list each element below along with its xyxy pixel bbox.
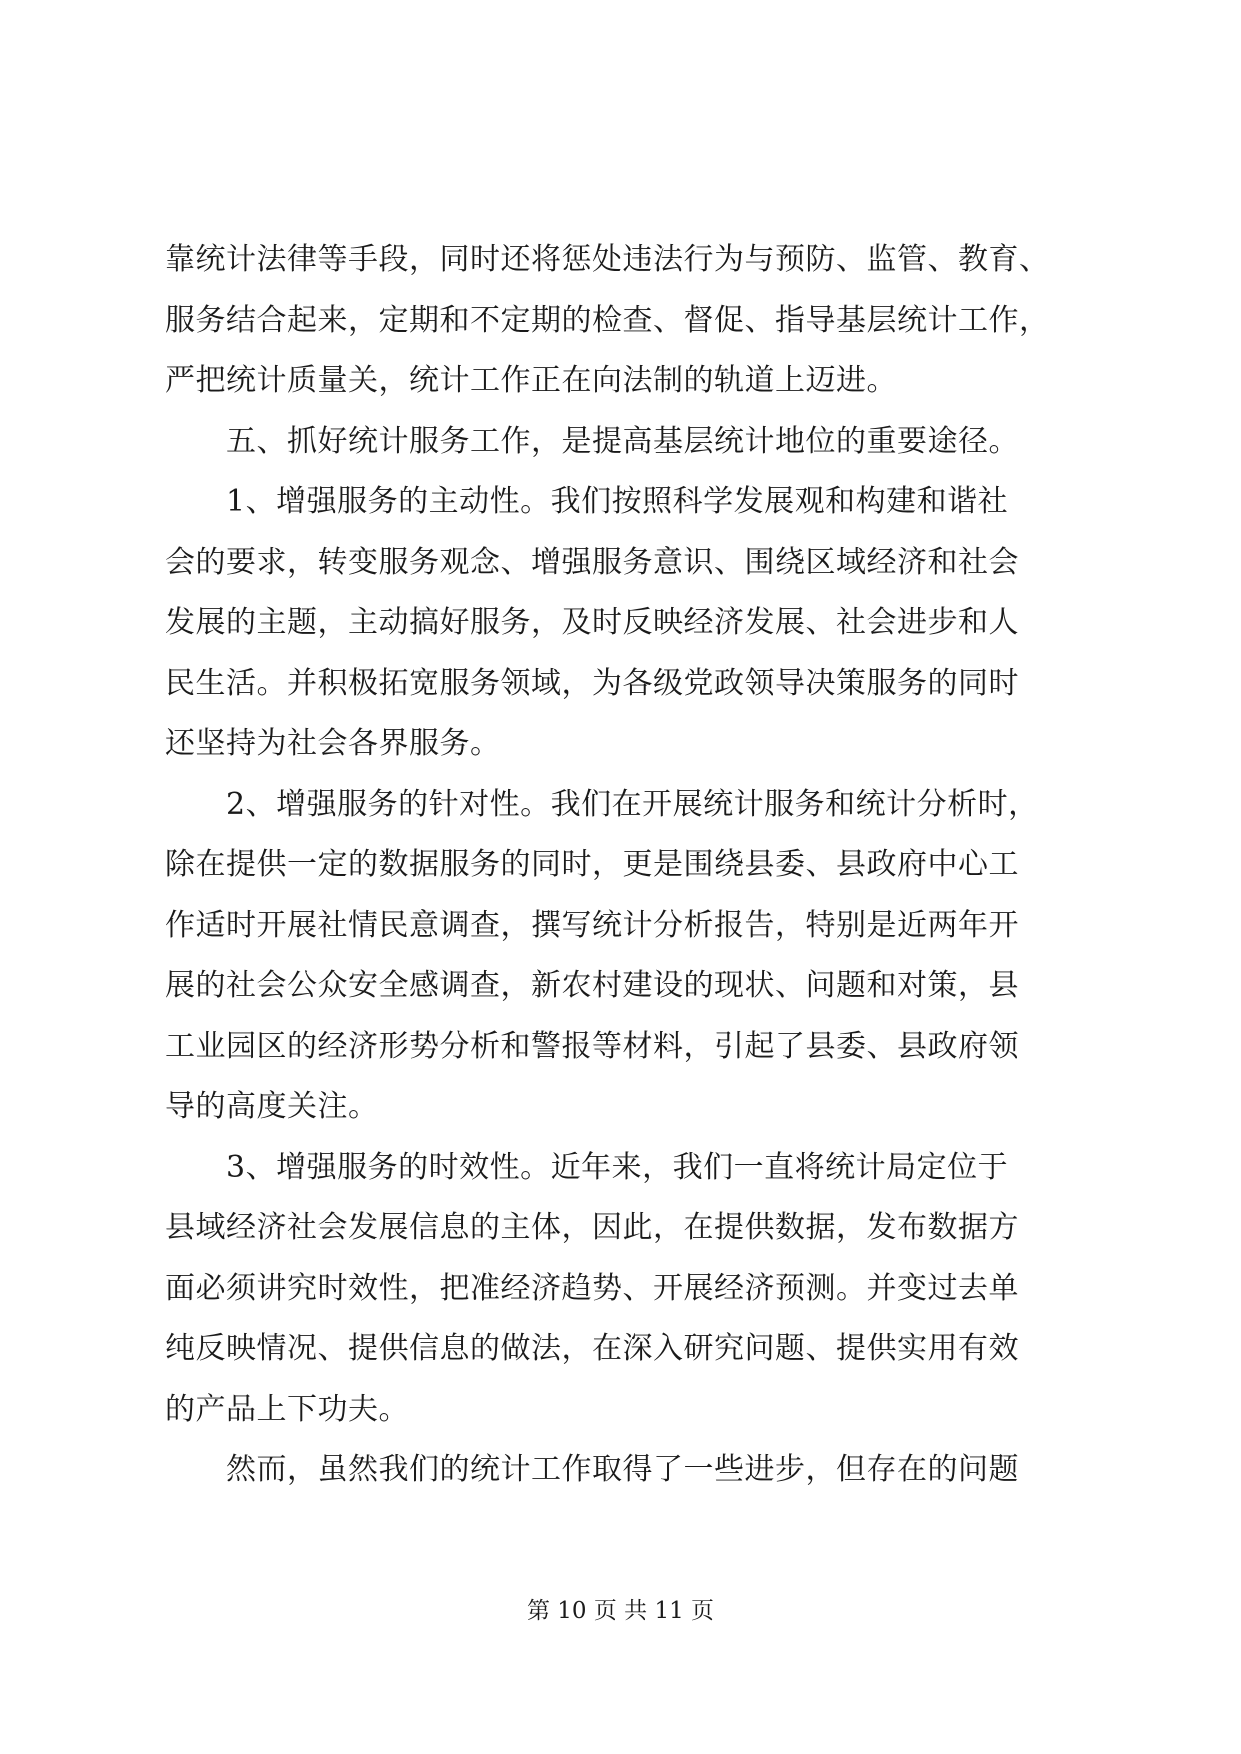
text-line: 发展的主题，主动搞好服务，及时反映经济发展、社会进步和人 [165, 605, 1019, 640]
text-line: 作适时开展社情民意调查，撰写统计分析报告，特别是近两年开 [165, 907, 1019, 943]
text-line: 严把统计质量关，统计工作正在向法制的轨道上迈进。 [165, 363, 897, 398]
text-line: 3、增强服务的时效性。近年来，我们一直将统计局定位于 [165, 1149, 1009, 1185]
body-text [165, 230, 1085, 1501]
text-line: 服务结合起来，定期和不定期的检查、督促、指导基层统计工作， [165, 302, 1050, 338]
text-line: 然而，虽然我们的统计工作取得了一些进步，但存在的问题 [165, 1452, 1019, 1487]
text-line: 会的要求，转变服务观念、增强服务意识、围绕区域经济和社会 [165, 544, 1019, 580]
section-heading: 五、抓好统计服务工作，是提高基层统计地位的重要途径。 [165, 423, 1019, 459]
text-line: 导的高度关注。 [165, 1089, 379, 1124]
text-line: 除在提供一定的数据服务的同时，更是围绕县委、县政府中心工 [165, 847, 1019, 882]
page-number-footer: 第 10 页 共 11 页 [526, 1598, 715, 1624]
text-line: 工业园区的经济形势分析和警报等材料，引起了县委、县政府领 [165, 1028, 1019, 1064]
text-line: 县域经济社会发展信息的主体，因此，在提供数据，发布数据方 [165, 1210, 1019, 1245]
text-line: 面必须讲究时效性，把准经济趋势、开展经济预测。并变过去单 [165, 1270, 1019, 1306]
text-line: 的产品上下功夫。 [165, 1391, 409, 1427]
text-line: 民生活。并积极拓宽服务领域，为各级党政领导决策服务的同时 [165, 665, 1019, 701]
text-line: 1、增强服务的主动性。我们按照科学发展观和构建和谐社 [165, 484, 1009, 519]
text-line: 纯反映情况、提供信息的做法，在深入研究问题、提供实用有效 [165, 1331, 1019, 1366]
text-line: 展的社会公众安全感调查，新农村建设的现状、问题和对策，县 [165, 968, 1019, 1003]
text-line: 2、增强服务的针对性。我们在开展统计服务和统计分析时， [165, 786, 1039, 822]
text-line: 靠统计法律等手段，同时还将惩处违法行为与预防、监管、教育、 [165, 242, 1050, 277]
text-line: 还坚持为社会各界服务。 [165, 726, 501, 761]
